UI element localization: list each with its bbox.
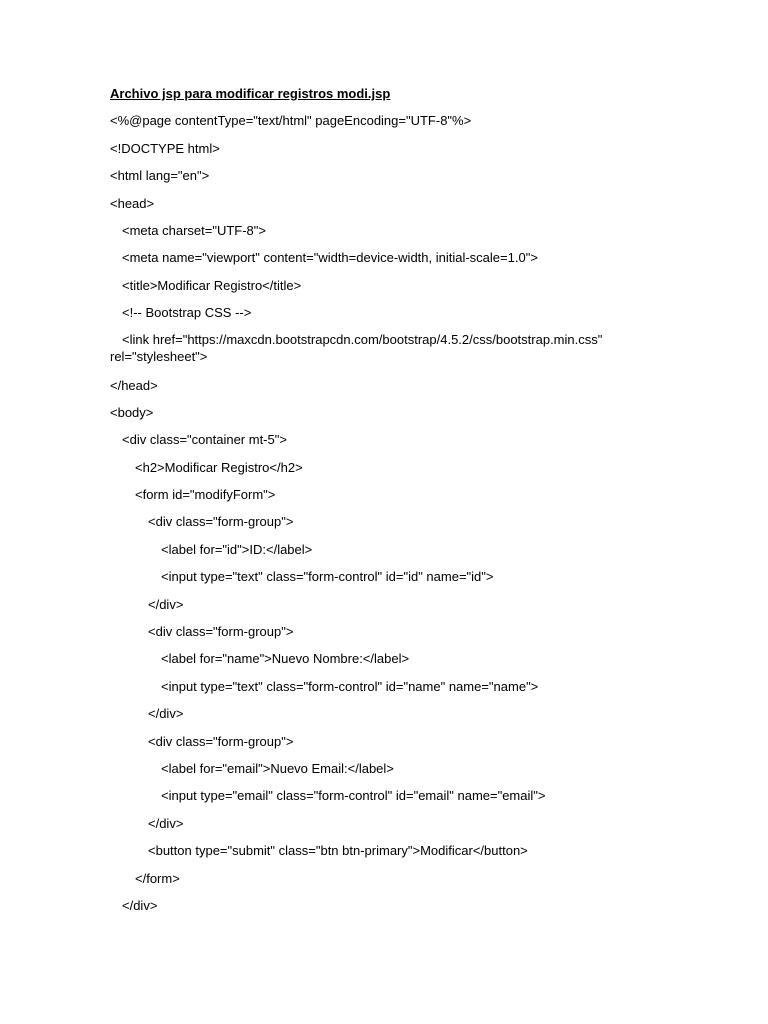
code-line: <html lang="en"> <box>110 168 210 184</box>
document-content <box>110 84 670 923</box>
code-line: <!-- Bootstrap CSS --> <box>122 305 252 321</box>
code-line: <title>Modificar Registro</title> <box>122 277 302 293</box>
code-line: <input type="text" class="form-control" id="id" name="id"> <box>161 569 494 585</box>
code-line: </form> <box>135 870 180 886</box>
code-line: <label for="email">Nuevo Email:</label> <box>161 760 394 776</box>
code-line: <form id="modifyForm"> <box>135 487 276 503</box>
code-line: <%@page contentType="text/html" pageEncoding="UTF-8"%> <box>110 113 472 129</box>
code-line: <label for="id">ID:</label> <box>161 541 313 557</box>
code-line: <meta name="viewport" content="width=device-width, initial-scale=1.0"> <box>122 250 538 266</box>
code-line: <!DOCTYPE html> <box>110 140 220 156</box>
code-line: <meta charset="UTF-8"> <box>122 222 266 238</box>
code-line: <link href="https://maxcdn.bootstrapcdn.com/bootstrap/4.5.2/css/bootstrap.min.css" rel="stylesheet"> <box>110 331 603 365</box>
code-line: </div> <box>122 897 158 913</box>
code-line: </div> <box>148 815 184 831</box>
code-line: </head> <box>110 377 158 393</box>
code-line: <div class="form-group"> <box>148 624 294 640</box>
code-line: <div class="form-group"> <box>148 514 294 530</box>
code-line: <h2>Modificar Registro</h2> <box>135 459 303 475</box>
code-line: <body> <box>110 404 154 420</box>
code-line: <input type="text" class="form-control" id="name" name="name"> <box>161 678 539 694</box>
code-line: </div> <box>148 596 184 612</box>
code-line: <label for="name">Nuevo Nombre:</label> <box>161 651 410 667</box>
code-line: <div class="form-group"> <box>148 733 294 749</box>
code-line: <input type="email" class="form-control" id="email" name="email"> <box>161 788 546 804</box>
document-title: Archivo jsp para modificar registros modi.jsp <box>110 86 391 101</box>
code-line: <div class="container mt-5"> <box>122 432 287 448</box>
code-line: <button type="submit" class="btn btn-primary">Modificar</button> <box>148 843 528 859</box>
code-line: </div> <box>148 706 184 722</box>
code-line: <head> <box>110 195 155 211</box>
